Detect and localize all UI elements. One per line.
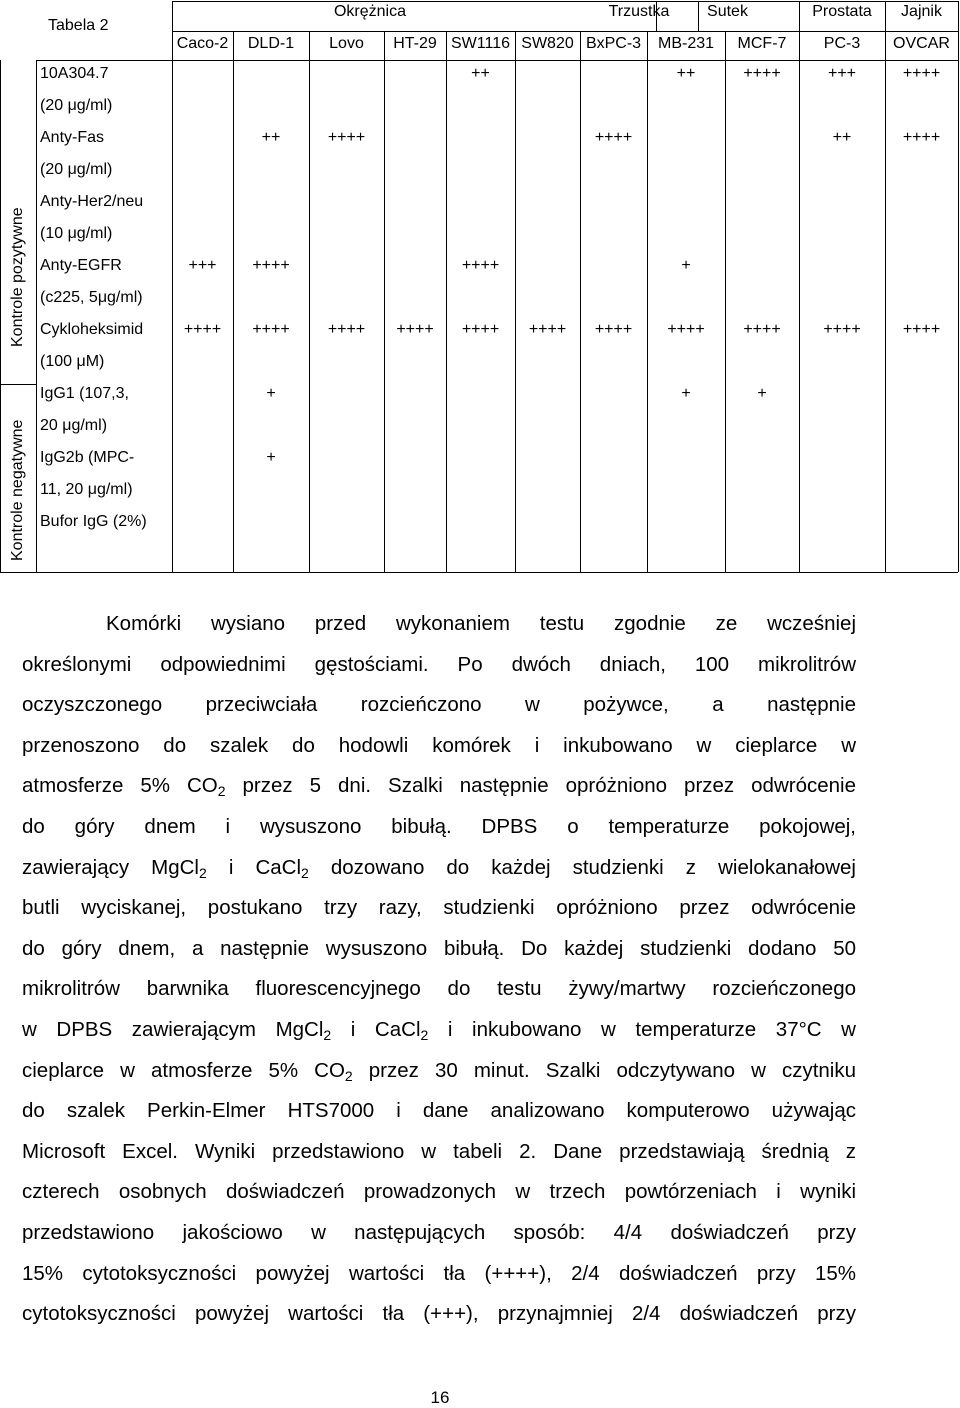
result-cell: ++++: [594, 321, 633, 338]
text-run: cieplarce w atmosferze 5% CO: [22, 1058, 345, 1082]
results-table: [0, 0, 960, 576]
result-cell: ++++: [183, 321, 222, 338]
result-cell: ++++: [396, 321, 434, 338]
result-cell: ++++: [902, 65, 941, 82]
paragraph-line: [22, 1254, 856, 1295]
cell-line-header: MCF-7: [737, 35, 787, 52]
cell-line-header: Lovo: [329, 35, 364, 52]
paragraph-line: [22, 888, 856, 929]
paragraph-line: [22, 766, 856, 807]
cell-line-header: OVCAR: [893, 35, 950, 52]
row-label: 10A304.7: [40, 65, 109, 82]
result-cell: ++: [676, 65, 696, 82]
text-run: przez 5 dni. Szalki następnie opróżniono przez odwrócenie: [225, 774, 856, 798]
table-rule-horizontal: [172, 31, 958, 32]
paragraph-line: [22, 1213, 856, 1254]
cell-line-header: DLD-1: [247, 35, 295, 52]
group-header: Okrężnica: [333, 3, 407, 20]
text-run: Microsoft Excel. Wyniki przedstawiono w tabeli 2. Dane przedstawiają średnią z: [22, 1139, 856, 1163]
subscript: 2: [199, 864, 207, 881]
table-rule-vertical: [172, 1, 173, 32]
table-rule-horizontal: [0, 572, 958, 573]
group-header: Sutek: [707, 3, 748, 20]
table-caption: Tabela 2: [48, 17, 109, 34]
row-label: Anty-Fas: [40, 129, 105, 146]
result-cell: ++++: [252, 321, 290, 338]
table-rule-horizontal: [36, 60, 958, 61]
result-cell: ++++: [902, 321, 941, 338]
subscript: 2: [344, 1067, 353, 1084]
cell-line-header: HT-29: [393, 35, 437, 52]
row-label: IgG1 (107,3,: [40, 385, 129, 402]
paragraph-line: [22, 807, 856, 848]
result-cell: ++: [832, 129, 852, 146]
result-cell: ++++: [743, 65, 781, 82]
group-header: Trzustka: [608, 3, 670, 20]
result-cell: ++++: [461, 321, 500, 338]
text-run: 15% cytotoksyczności powyżej wartości tła (++++), 2/4 doświadczeń przy 15%: [22, 1261, 856, 1285]
text-run: i inkubowano w temperaturze 37°C w: [428, 1017, 856, 1041]
result-cell: ++++: [252, 257, 290, 274]
text-run: cytotoksyczności powyżej wartości tła (+++), przynajmniej 2/4 doświadczeń przy: [22, 1302, 856, 1326]
group-header: Prostata: [812, 3, 872, 20]
table-rule-vertical: [384, 31, 385, 572]
table-rule-vertical: [172, 31, 173, 572]
result-cell: ++++: [743, 321, 781, 338]
row-label: IgG2b (MPC-: [40, 449, 135, 466]
result-cell: +: [266, 385, 276, 402]
table-rule-vertical: [233, 31, 234, 572]
paragraph-line: [22, 1172, 856, 1213]
paragraph-line: [22, 604, 856, 645]
result-cell: +: [266, 449, 276, 466]
result-cell: +: [681, 257, 691, 274]
subscript: 2: [323, 1026, 332, 1043]
cell-line-header: SW820: [521, 35, 574, 52]
text-run: mikrolitrów barwnika fluorescencyjnego do testu żywy/martwy rozcieńczonego: [22, 977, 856, 1001]
paragraph-line: [22, 1091, 856, 1132]
paragraph-line: [22, 1132, 856, 1173]
row-label: Anty-EGFR: [40, 257, 122, 274]
row-label-detail: (100 μM): [40, 353, 105, 370]
text-run: przenoszono do szalek do hodowli komórek i inkubowano w cieplarce w: [22, 733, 856, 757]
paragraph-line: [22, 726, 856, 767]
table-rule-vertical: [958, 31, 959, 572]
text-run: dozowano do każdej studzienki z wielokanałowej: [308, 855, 856, 879]
result-cell: ++++: [902, 129, 941, 146]
text-run: i CaCl: [206, 855, 302, 879]
text-run: określonymi odpowiednimi gęstościami. Po dwóch dniach, 100 mikrolitrów: [22, 652, 856, 676]
text-run: przedstawiono jakościowo w następujących sposób: 4/4 doświadczeń przy: [22, 1220, 856, 1244]
cell-line-header: MB-231: [657, 35, 715, 52]
side-label-negative: Kontrole negatywne: [9, 419, 26, 561]
result-cell: ++++: [594, 129, 633, 146]
result-cell: ++: [471, 65, 490, 82]
result-cell: ++++: [528, 321, 567, 338]
paragraph-line: [22, 848, 856, 889]
result-cell: ++++: [327, 129, 366, 146]
paragraph-line: [22, 645, 856, 686]
row-label-detail: (20 μg/ml): [40, 97, 113, 114]
cell-line-header: BxPC-3: [585, 35, 642, 52]
result-cell: ++++: [461, 257, 500, 274]
table-rule-horizontal: [0, 384, 36, 385]
table-rule-vertical: [580, 31, 581, 572]
paragraph-line: [22, 685, 856, 726]
result-cell: +++: [827, 65, 857, 82]
table-rule-vertical: [0, 60, 1, 572]
subscript: 2: [420, 1026, 429, 1043]
row-label: Cykloheksimid: [40, 321, 144, 338]
paragraph-line: [22, 929, 856, 970]
body-paragraph: [22, 604, 856, 1335]
cell-line-header: PC-3: [823, 35, 861, 52]
paragraph-line: [22, 1051, 856, 1092]
text-run: przez 30 minut. Szalki odczytywano w czytniku: [352, 1058, 856, 1082]
row-label: Bufor IgG (2%): [40, 513, 147, 530]
table-rule-vertical: [36, 60, 37, 572]
text-run: oczyszczonego przeciwciała rozcieńczono w pożywce, a następnie: [22, 693, 856, 717]
page-number: 16: [430, 1388, 450, 1407]
table-rule-vertical: [799, 31, 800, 572]
subscript: 2: [301, 864, 309, 881]
text-run: czterech osobnych doświadczeń prowadzonych w trzech powtórzeniach i wyniki: [22, 1180, 856, 1204]
table-rule-vertical: [958, 1, 959, 32]
table-rule-vertical: [647, 31, 648, 572]
table-rule-horizontal: [172, 1, 958, 2]
text-run: Komórki wysiano przed wykonaniem testu zgodnie ze wcześniej: [106, 612, 856, 635]
text-run: do szalek Perkin-Elmer HTS7000 i dane analizowano komputerowo używając: [22, 1099, 856, 1123]
row-label-detail: (10 μg/ml): [40, 225, 113, 242]
table-rule-vertical: [309, 31, 310, 572]
result-cell: +++: [188, 257, 217, 274]
row-label-detail: (c225, 5μg/ml): [40, 289, 143, 306]
row-label-detail: 11, 20 μg/ml): [40, 481, 133, 498]
group-header: Jajnik: [901, 3, 942, 20]
paragraph-line: [22, 969, 856, 1010]
text-run: zawierający MgCl: [22, 855, 199, 879]
text-run: atmosferze 5% CO: [22, 774, 218, 798]
subscript: 2: [217, 783, 226, 800]
text-run: i CaCl: [331, 1017, 421, 1041]
row-label-detail: (20 μg/ml): [40, 161, 113, 178]
cell-line-header: SW1116: [451, 35, 510, 52]
result-cell: ++++: [327, 321, 366, 338]
paragraph-line: [22, 1010, 856, 1051]
text-run: do góry dnem, a następnie wysuszono bibułą. Do każdej studzienki dodano 50: [22, 936, 856, 960]
result-cell: +: [681, 385, 691, 402]
row-label: Anty-Her2/neu: [40, 193, 144, 210]
text-run: butli wyciskanej, postukano trzy razy, studzienki opróżniono przez odwrócenie: [22, 896, 856, 920]
table-rule-vertical: [446, 31, 447, 572]
table-rule-vertical: [515, 31, 516, 572]
result-cell: ++++: [667, 321, 705, 338]
side-label-positive: Kontrole pozytywne: [9, 207, 26, 347]
result-cell: +: [757, 385, 767, 402]
cell-line-header: Caco-2: [176, 35, 229, 52]
paragraph-line: [22, 1294, 856, 1335]
text-run: w DPBS zawierającym MgCl: [22, 1017, 324, 1041]
result-cell: ++++: [823, 321, 861, 338]
result-cell: ++: [261, 129, 281, 146]
row-label-detail: 20 μg/ml): [40, 417, 108, 434]
table-rule-vertical: [885, 31, 886, 572]
table-rule-vertical: [725, 31, 726, 572]
text-run: do góry dnem i wysuszono bibułą. DPBS o temperaturze pokojowej,: [22, 814, 856, 838]
